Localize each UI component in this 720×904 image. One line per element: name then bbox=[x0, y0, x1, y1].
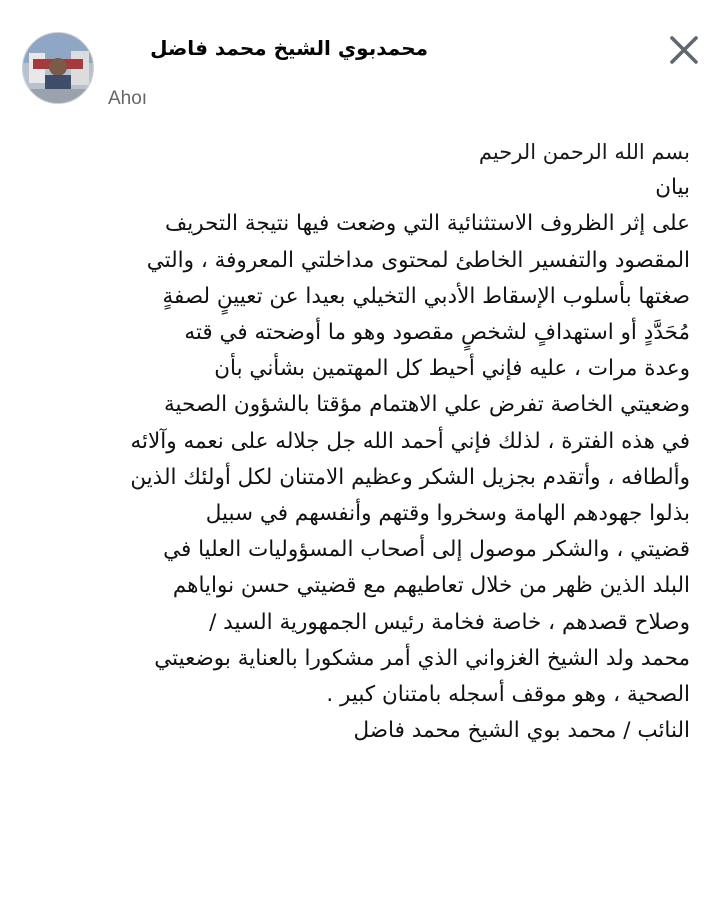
post-text bbox=[28, 134, 690, 749]
post-line: المقصود والتفسير الخاطئ لمحتوى مداخلتي المعروفة ، والتي bbox=[146, 247, 690, 273]
post-line: محمد ولد الشيخ الغزواني الذي أمر مشكورا بالعناية بوضعيتي bbox=[154, 645, 690, 671]
post-line: مُحَدَّدٍ أو استهدافٍ لشخصٍ مقصود وهو ما أوضحته في قته bbox=[184, 320, 690, 346]
avatar-image bbox=[23, 33, 93, 103]
post-line: الصحية ، وهو موقف أسجله بامتنان كبير . bbox=[326, 682, 690, 708]
close-button[interactable] bbox=[664, 30, 704, 70]
author-name[interactable]: محمدبوي الشيخ محمد فاضل bbox=[150, 36, 428, 60]
post-line: على إثر الظروف الاستثنائية التي وضعت فيها نتيجة التحريف bbox=[165, 211, 690, 237]
post-line: وألطافه ، وأتقدم بجزيل الشكر وعظيم الامتنان لكل أولئك الذين bbox=[130, 464, 690, 490]
avatar[interactable] bbox=[22, 32, 94, 104]
post-line: البلد الذين ظهر من خلال تعاطيهم مع قضيتي حسن نواياهم bbox=[172, 573, 690, 599]
post-line: وصلاح قصدهم ، خاصة فخامة رئيس الجمهورية السيد / bbox=[209, 609, 690, 635]
post-line: صغتها بأسلوب الإسقاط الأدبي التخيلي بعيدا عن تعيينٍ لصفةٍ bbox=[162, 283, 690, 309]
post-line: قضيتي ، والشكر موصول إلى أصحاب المسؤوليات العليا في bbox=[163, 537, 690, 563]
post-line: وعدة مرات ، عليه فإني أحيط كل المهتمين بشأني بأن bbox=[214, 356, 690, 382]
post-line: بذلوا جهودهم الهامة وسخروا وقتهم وأنفسهم في سبيل bbox=[205, 501, 690, 527]
post-line-title: بيان bbox=[655, 175, 690, 201]
post-header bbox=[0, 0, 720, 130]
post-line: في هذه الفترة ، لذلك فإني أحمد الله جل جلاله على نعمه وآلائه bbox=[130, 428, 690, 454]
post-line-basmala: بسم الله الرحمن الرحيم bbox=[478, 140, 690, 164]
post-timestamp[interactable]: Ahoı bbox=[108, 88, 148, 109]
close-icon bbox=[664, 30, 704, 70]
post-line-signature: النائب / محمد بوي الشيخ محمد فاضل bbox=[353, 718, 690, 744]
post-line: وضعيتي الخاصة تفرض علي الاهتمام مؤقتا بالشؤون الصحية bbox=[164, 392, 690, 418]
